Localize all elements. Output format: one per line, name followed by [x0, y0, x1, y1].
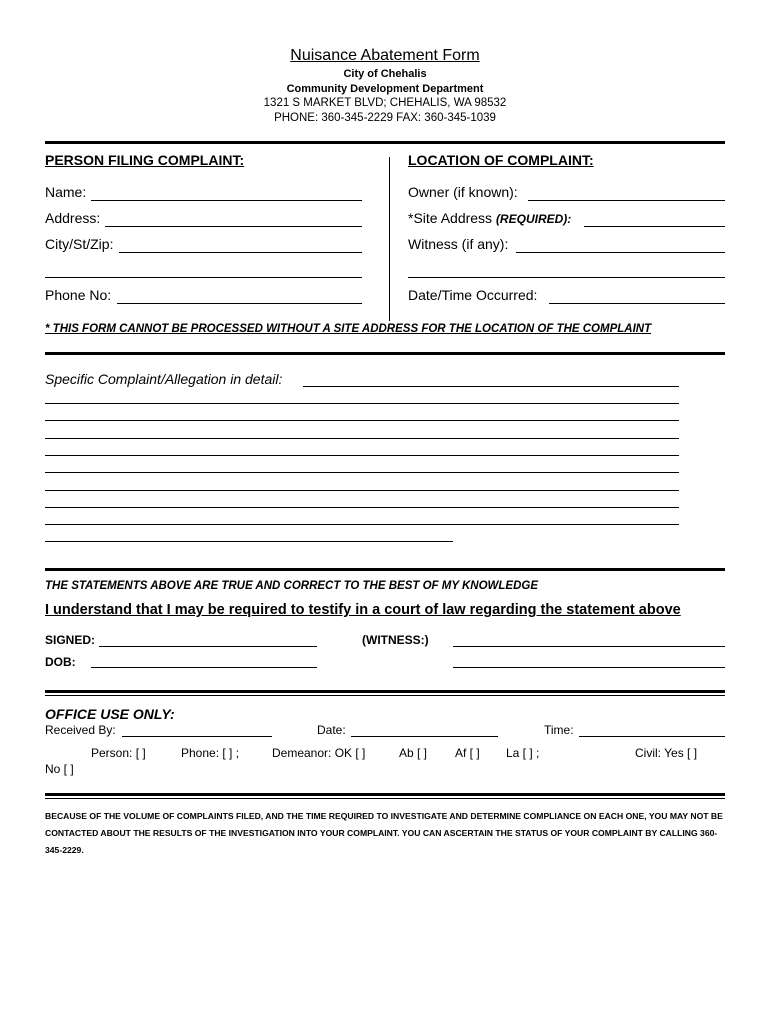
city-name: City of Chehalis — [343, 68, 427, 80]
city-state-zip-field[interactable] — [119, 252, 362, 253]
address-extra-field[interactable] — [45, 277, 362, 278]
location-heading: LOCATION OF COMPLAINT: — [408, 152, 594, 168]
complaint-line-8[interactable] — [45, 507, 679, 508]
complaint-line-1[interactable] — [303, 386, 679, 387]
demeanor-ok-checkbox[interactable]: Demeanor: OK [ ] — [272, 746, 366, 760]
complaint-line-4[interactable] — [45, 438, 679, 439]
department-phone-fax: PHONE: 360-345-2229 FAX: 360-345-1039 — [274, 112, 496, 124]
office-date-label: Date: — [317, 723, 346, 737]
datetime-field[interactable] — [549, 303, 725, 304]
witness-signature-field[interactable] — [453, 646, 725, 647]
demeanor-af-checkbox[interactable]: Af [ ] — [455, 746, 480, 760]
complaint-label: Specific Complaint/Allegation in detail: — [45, 371, 283, 387]
office-divider-bottom — [45, 695, 725, 696]
name-label: Name: — [45, 184, 87, 200]
form-title: Nuisance Abatement Form — [290, 47, 480, 64]
office-time-label: Time: — [544, 723, 574, 737]
office-time-field[interactable] — [579, 736, 725, 737]
site-address-field[interactable] — [584, 226, 725, 227]
received-by-field[interactable] — [122, 736, 272, 737]
department-name: Community Development Department — [286, 83, 484, 95]
phone-label: Phone No: — [45, 287, 112, 303]
complaint-line-7[interactable] — [45, 490, 679, 491]
disclaimer-divider-bottom — [45, 798, 725, 799]
office-divider-top — [45, 690, 725, 693]
office-use-heading: OFFICE USE ONLY: — [45, 706, 175, 722]
address-field[interactable] — [105, 226, 362, 227]
witness-extra-field[interactable] — [408, 277, 725, 278]
dob-label: DOB: — [45, 655, 76, 669]
witness-signature-label: (WITNESS:) — [362, 633, 429, 647]
site-address-required: (REQUIRED): — [495, 212, 572, 226]
datetime-label: Date/Time Occurred: — [408, 287, 538, 303]
complaint-line-3[interactable] — [45, 420, 679, 421]
person-checkbox[interactable]: Person: [ ] — [91, 746, 146, 760]
witness-label: Witness (if any): — [408, 236, 509, 252]
signature-field[interactable] — [99, 646, 317, 647]
complaint-line-2[interactable] — [45, 403, 679, 404]
office-date-field[interactable] — [351, 736, 498, 737]
owner-label: Owner (if known): — [408, 184, 518, 200]
complaint-line-9[interactable] — [45, 524, 679, 525]
address-label: Address: — [45, 210, 101, 226]
truth-statement: THE STATEMENTS ABOVE ARE TRUE AND CORRECT TO THE BEST OF MY KNOWLEDGE — [45, 580, 539, 592]
site-address-text: *Site Address — [408, 210, 496, 226]
witness-extra-signature-field[interactable] — [453, 667, 725, 668]
civil-no-checkbox[interactable]: No [ ] — [45, 762, 74, 776]
complaint-line-6[interactable] — [45, 472, 679, 473]
dob-field[interactable] — [91, 667, 317, 668]
note-divider — [45, 352, 725, 355]
complainant-heading: PERSON FILING COMPLAINT: — [45, 152, 245, 168]
site-address-label — [408, 210, 571, 226]
phone-field[interactable] — [117, 303, 362, 304]
demeanor-la-checkbox[interactable]: La [ ] ; — [506, 746, 540, 760]
header-divider — [45, 141, 725, 144]
disclaimer-divider-top — [45, 793, 725, 796]
city-state-zip-label: City/St/Zip: — [45, 236, 114, 252]
complaint-line-5[interactable] — [45, 455, 679, 456]
column-divider — [389, 157, 390, 321]
received-by-label: Received By: — [45, 723, 116, 737]
phone-checkbox[interactable]: Phone: [ ] ; — [181, 746, 240, 760]
owner-field[interactable] — [528, 200, 725, 201]
witness-field[interactable] — [516, 252, 725, 253]
demeanor-ab-checkbox[interactable]: Ab [ ] — [399, 746, 428, 760]
signed-label: SIGNED: — [45, 633, 96, 647]
complaint-line-10[interactable] — [45, 541, 453, 542]
disclaimer-text: BECAUSE OF THE VOLUME OF COMPLAINTS FILED, AND THE TIME REQUIRED TO INVESTIGATE AND DETERMINE COMPLIANCE ON EACH ONE, YOU MAY NOT BE CONTACTED ABOUT THE RESULTS OF THE INVESTIGATION INTO YOUR COMPLAINT. YOU CAN ASCERTAIN THE STATUS OF YOUR COMPLAINT BY CALLING 360-345-2229. — [45, 811, 723, 855]
complaint-divider — [45, 568, 725, 571]
civil-yes-checkbox[interactable]: Civil: Yes [ ] — [635, 746, 698, 760]
testify-statement: I understand that I may be required to testify in a court of law regarding the statement above — [45, 602, 681, 618]
department-address: 1321 S MARKET BLVD; CHEHALIS, WA 98532 — [263, 97, 507, 109]
site-address-note: * THIS FORM CANNOT BE PROCESSED WITHOUT A SITE ADDRESS FOR THE LOCATION OF THE COMPLAINT — [45, 323, 652, 335]
name-field[interactable] — [91, 200, 362, 201]
